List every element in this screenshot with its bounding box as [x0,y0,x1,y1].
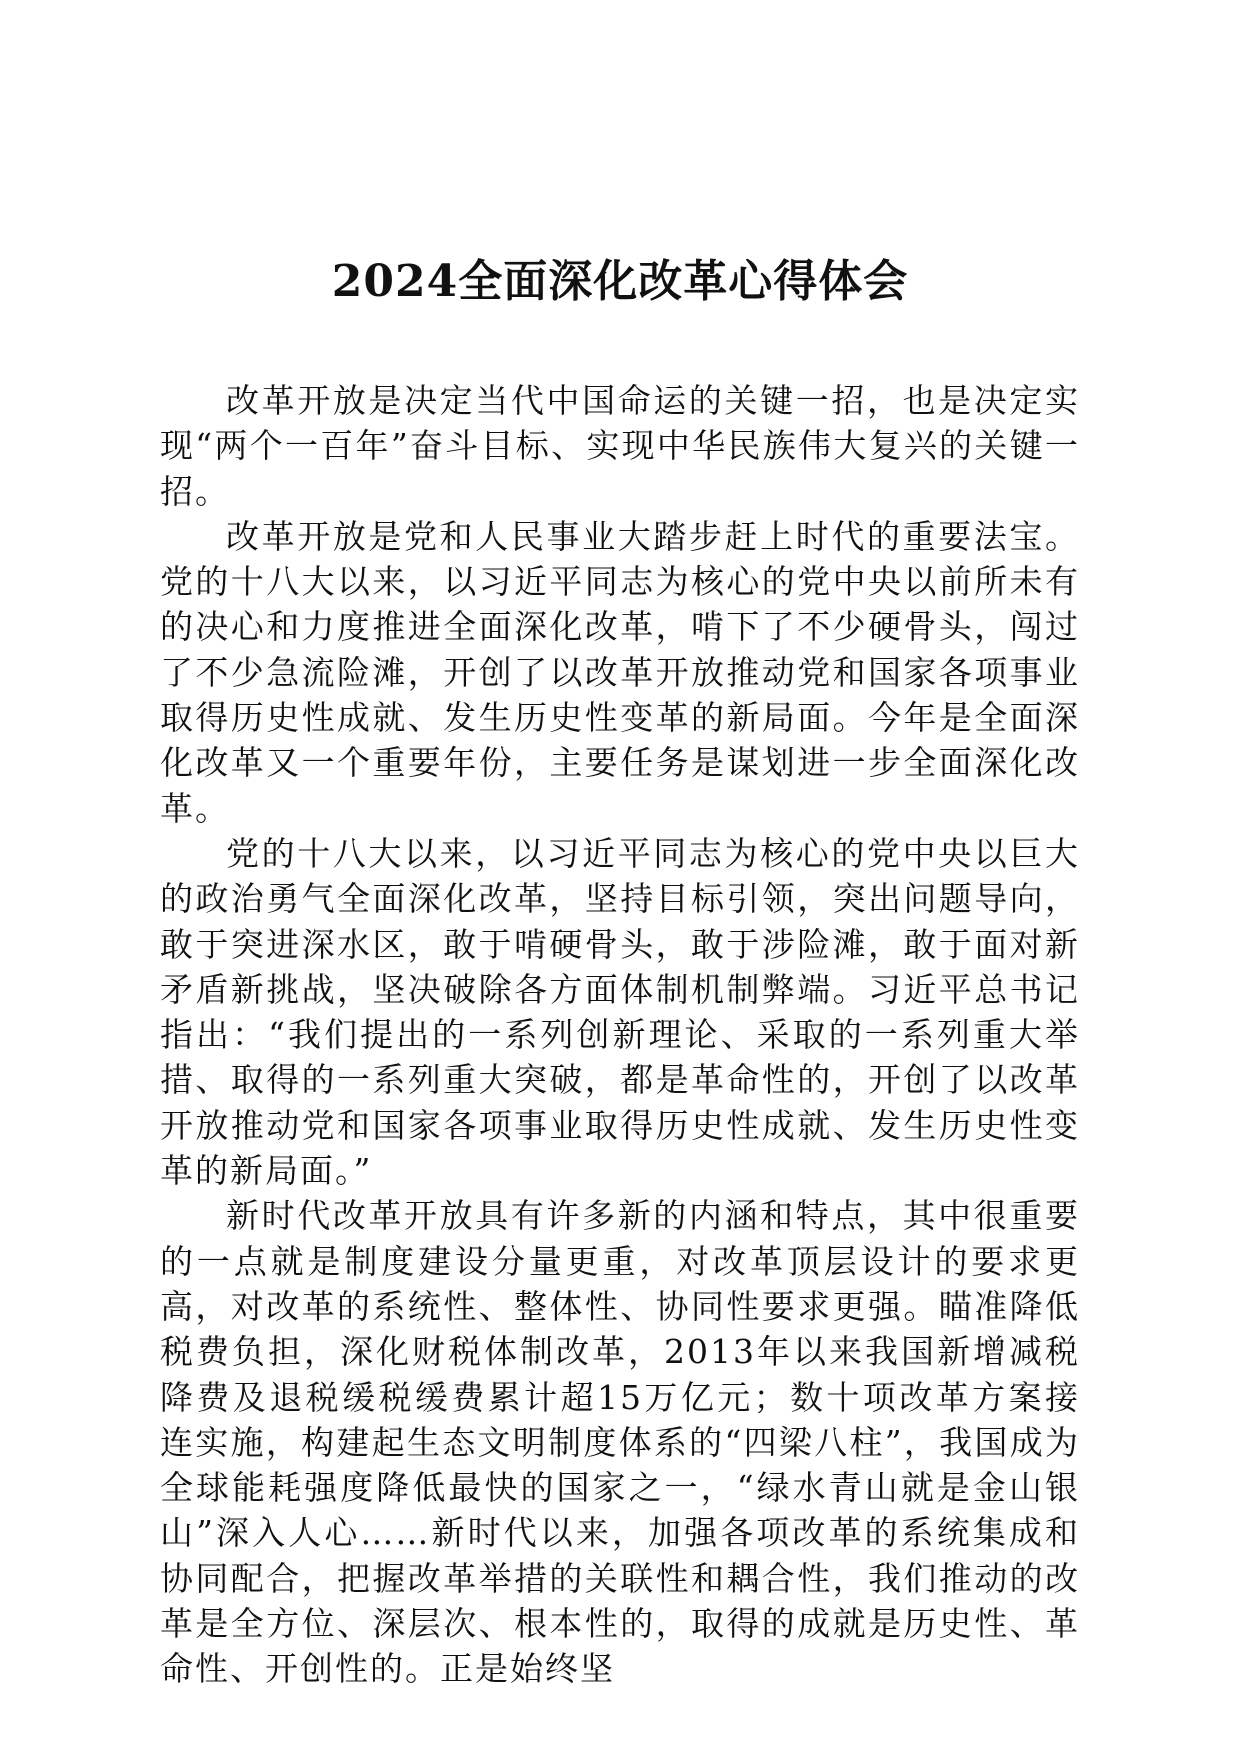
paragraph: 党的十八大以来，以习近平同志为核心的党中央以巨大的政治勇气全面深化改革，坚持目标引领，突出问题导向，敢于突进深水区，敢于啃硬骨头，敢于涉险滩，敢于面对新矛盾新挑战，坚决破除各方面体制机制弊端。习近平总书记指出：“我们提出的一系列创新理论、采取的一系列重大举措、取得的一系列重大突破，都是革命性的，开创了以改革开放推动党和国家各项事业取得历史性成就、发生历史性变革的新局面。” [160,833,1080,1191]
paragraph: 改革开放是决定当代中国命运的关键一招，也是决定实现“两个一百年”奋斗目标、实现中华民族伟大复兴的关键一招。 [160,381,1080,511]
paragraph: 改革开放是党和人民事业大踏步赶上时代的重要法宝。党的十八大以来，以习近平同志为核心的党中央以前所未有的决心和力度推进全面深化改革，啃下了不少硬骨头，闯过了不少急流险滩，开创了以改革开放推动党和国家各项事业取得历史性成就、发生历史性变革的新局面。今年是全面深化改革又一个重要年份，主要任务是谋划进一步全面深化改革。 [160,516,1080,828]
document-body [160,378,1080,1692]
page-title: 2024全面深化改革心得体会 [331,256,909,307]
paragraph: 新时代改革开放具有许多新的内涵和特点，其中很重要的一点就是制度建设分量更重，对改革顶层设计的要求更高，对改革的系统性、整体性、协同性要求更强。瞄准降低税费负担，深化财税体制改革，2013年以来我国新增减税降费及退税缓税缓费累计超15万亿元；数十项改革方案接连实施，构建起生态文明制度体系的“四梁八柱”，我国成为全球能耗强度降低最快的国家之一，“绿水青山就是金山银山”深入人心……新时代以来，加强各项改革的系统集成和协同配合，把握改革举措的关联性和耦合性，我们推动的改革是全方位、深层次、根本性的，取得的成就是历史性、革命性、开创性的。正是始终坚 [160,1196,1080,1689]
